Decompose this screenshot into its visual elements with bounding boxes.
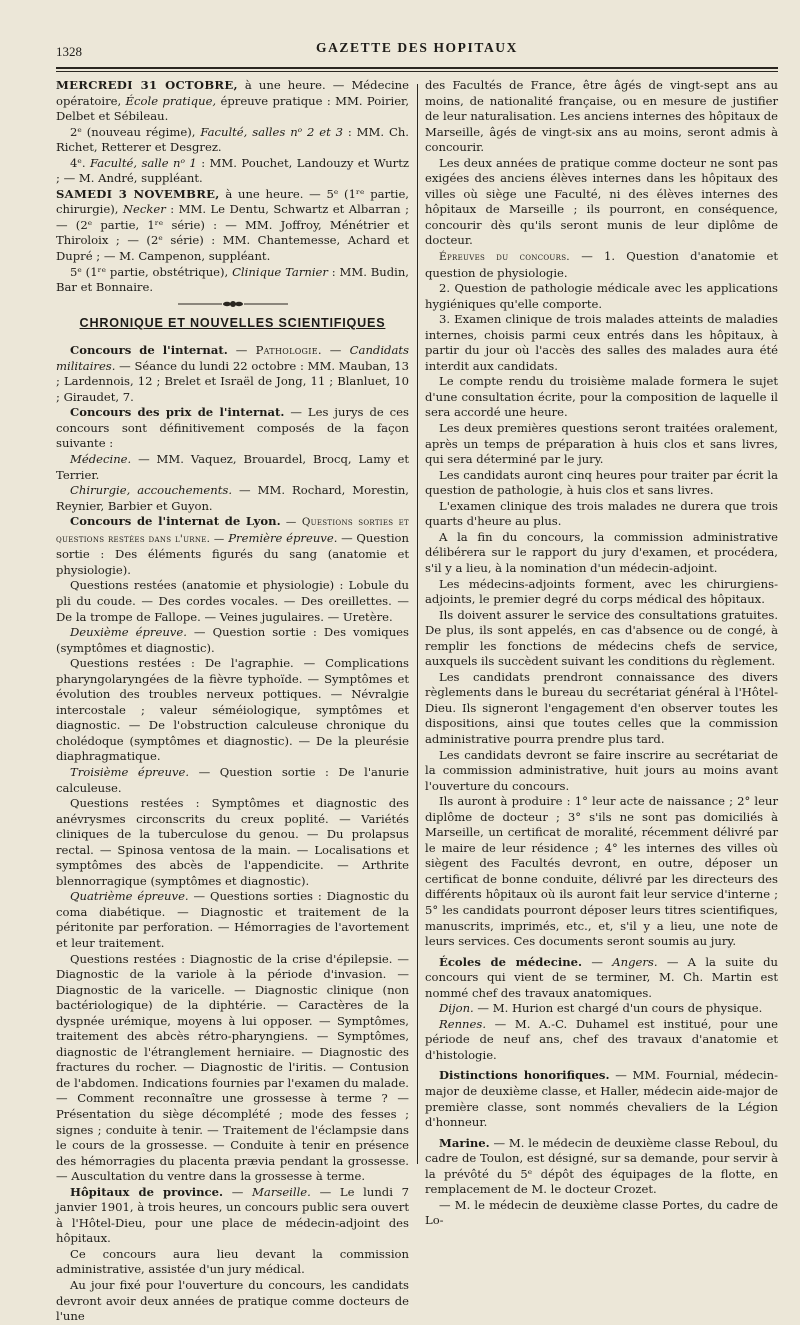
article-paragraph: L'examen clinique des trois malades ne durera que trois quarts d'heure au plus. [425, 498, 778, 529]
article-paragraph: 3. Examen clinique de trois malades atteints de maladies internes, choisis parmi ceux entrés dans les hôpitaux, à partir du jour où l'accès des salles des malades aura été interdit aux candidats. [425, 312, 778, 373]
columns [56, 78, 778, 1325]
article-paragraph: — M. le médecin de deuxième classe Portes, du cadre de Lo- [425, 1197, 778, 1228]
article-paragraph: Quatrième épreuve. — Questions sorties : Diagnostic du coma diabétique. — Diagnostic et traitement de la péritonite par perforation. — Hémorragies de l'avortement et leur traitement. [56, 889, 409, 950]
article-paragraph: Ils doivent assurer le service des consultations gratuites. De plus, ils sont appelés, en cas d'absence ou de congé, à remplir les fonctions de médecins chefs de service, auxquels ils succèdent suivant les conditions du règlement. [425, 607, 778, 669]
article-paragraph: Troisième épreuve. — Question sortie : De l'anurie calculeuse. [56, 764, 409, 795]
exam-schedule-item: 4ᵉ. Faculté, salle nᵒ 1 : MM. Pouchet, Landouzy et Wurtz ; — M. André, suppléant. [56, 155, 409, 186]
article-paragraph: Marine. — M. le médecin de deuxième classe Reboul, du cadre de Toulon, est désigné, sur sa demande, pour servir à la prévôté du 5ᵉ dépôt des équipages de la flotte, en remplacement de M. le docteur Crozet. [425, 1135, 778, 1197]
article-paragraph: Épreuves du concours. — 1. Question d'anatomie et question de physiologie. [425, 249, 778, 280]
article-paragraph: Les candidats prendront connaissance des divers règlements dans le bureau du secrétariat général à l'Hôtel-Dieu. Ils signeront l'engagement d'en observer toutes les dispositions, ainsi que toutes celles que la commission administrative pourra prendre plus tard. [425, 669, 778, 746]
article-paragraph: Ils auront à produire : 1° leur acte de naissance ; 2° leur diplôme de docteur ; 3° s'ils ne sont pas domiciliés à Marseille, un certificat de moralité, récemment délivré par le maire de leur résidence ; 4° les internes des villes où siègent des Facultés devront, en outre, déposer un certificat de bonne conduite, délivré par les directeurs des différents hôpitaux où ils auront fait leur service d'interne ; 5° les candidats pourront déposer leurs titres scientifiques, manuscrits, imprimés, etc., et, s'il y a lieu, une note de leurs services. Ces documents seront soumis au jury. [425, 794, 778, 949]
newspaper-page [0, 34, 800, 1324]
article-paragraph: Concours de l'internat de Lyon. — Questions sorties et questions restées dans l'urne. — Première épreuve. — Question sortie : Des éléments figurés du sang (anatomie et physiologie). [56, 514, 410, 577]
article-paragraph: Concours des prix de l'internat. — Les jurys de ces concours sont définitivement composés de la façon suivante : [56, 405, 409, 451]
article-paragraph: des Facultés de France, être âgés de vingt-sept ans au moins, de nationalité française, ou en mesure de justifier de leur naturalisation. Les anciens internes des hôpitaux de Marseille, âgés de vingt-six ans au moins, seront admis à concourir. [425, 78, 778, 155]
article-paragraph: A la fin du concours, la commission administrative délibérera sur le rapport du jury d'examen, et procédera, s'il y a lieu, à la nomination d'un médecin-adjoint. [425, 529, 778, 575]
article-paragraph: Concours de l'internat. — Pathologie. — Candidats militaires. — Séance du lundi 22 octobre : MM. Mauban, 13 ; Lardennois, 12 ; Brelet et Israël de Jong, 11 ; Blanluet, 10 ; Giraudet, 7. [56, 343, 409, 404]
article-paragraph: Les candidats devront se faire inscrire au secrétariat de la commission administrative, huit jours au moins avant l'ouverture du concours. [425, 747, 778, 793]
article-paragraph: Les candidats auront cinq heures pour traiter par écrit la question de pathologie, à huis clos et sans livres. [425, 467, 778, 498]
right-column [425, 78, 778, 1325]
exam-schedule-saturday: SAMEDI 3 NOVEMBRE, à une heure. — 5ᵉ (1ʳᵉ partie, chirurgie), Necker : MM. Le Dentu, Schwartz et Albarran ; — (2ᵉ partie, 1ʳᵉ série) : — MM. Joffroy, Ménétrier et Thiroloix ; — (2ᵉ série) : MM. Chantemesse, Achard et Dupré ; — M. Campenon, suppléant. [56, 186, 409, 264]
running-title: GAZETTE DES HOPITAUX [315, 40, 519, 55]
article-paragraph: 2. Question de pathologie médicale avec les applications hygiéniques qu'elle comporte. [425, 281, 778, 311]
exam-schedule-item: 2ᵉ (nouveau régime), Faculté, salles nᵒ 2 et 3 : MM. Ch. Richet, Retterer et Desgrez. [56, 124, 409, 155]
article-paragraph: Questions restées : Diagnostic de la crise d'épilepsie. — Diagnostic de la variole à la période d'invasion. — Diagnostic de la varicelle. — Diagnostic clinique (non bactériologique) de la diphtérie. — Caractères de la dyspnée urémique, moyens à lui opposer. — Symptômes, traitement des abcès rétro-pharyngiens. — Symptômes, diagnostic de l'étranglement herniaire. — Diagnostic des fractures du rocher. — Diagnostic de l'iritis. — Contusion de l'abdomen. Indications fournies par l'examen du malade. — Comment reconnaître une grossesse à terme ? — Présentation du siège décomplété ; mode des fesses ; signes ; conduite à tenir. — Traitement de l'éclampsie dans le cours de la grossesse. — Conduite à tenir en présence des hémorragies du placenta prævia pendant la grossesse. — Auscultation du ventre dans la grossesse à terme. [56, 951, 409, 1184]
article-paragraph: Les deux années de pratique comme docteur ne sont pas exigées des anciens élèves internes dans les hôpitaux des villes où siège une Faculté, ni des élèves internes des hôpitaux de Marseille ; ils pourront, en conséquence, concourir dès qu'ils seront munis de leur diplôme de docteur. [425, 155, 778, 248]
article-paragraph: Chirurgie, accouchements. — MM. Rochard, Morestin, Reynier, Barbier et Guyon. [56, 483, 409, 513]
article-paragraph: Hôpitaux de province. — Marseille. — Le lundi 7 janvier 1901, à trois heures, un concours public sera ouvert à l'Hôtel-Dieu, pour une place de médecin-adjoint des hôpitaux. [56, 1184, 410, 1246]
article-paragraph: Médecine. — MM. Vaquez, Brouardel, Brocq, Lamy et Terrier. [56, 452, 409, 482]
left-column [56, 78, 409, 1325]
exam-schedule-wednesday: MERCREDI 31 OCTOBRE, à une heure. — Médecine opératoire, École pratique, épreuve pratique : MM. Poirier, Delbet et Sébileau. [56, 78, 410, 124]
exam-schedule-item: 5ᵉ (1ʳᵉ partie, obstétrique), Clinique Tarnier : MM. Budin, Bar et Bonnaire. [56, 264, 409, 295]
article-paragraph: Rennes. — M. A.-C. Duhamel est institué, pour une période de neuf ans, chef des travaux d'anatomie et d'histologie. [425, 1016, 778, 1062]
article-paragraph: Ce concours aura lieu devant la commission administrative, assistée d'un jury médical. [56, 1246, 409, 1277]
article-paragraph: Questions restées (anatomie et physiologie) : Lobule du pli du coude. — Des cordes vocales. — Des oreillettes. — De la trompe de Fallope. — Veines jugulaires. — Uretère. [56, 578, 409, 624]
article-paragraph: Distinctions honorifiques. — MM. Fournial, médecin-major de deuxième classe, et Haller, médecin aide-major de première classe, sont nommés chevaliers de la Légion d'honneur. [425, 1068, 778, 1130]
section-heading: CHRONIQUE ET NOUVELLES SCIENTIFIQUES [79, 315, 386, 330]
article-paragraph: Questions restées : De l'agraphie. — Complications pharyngolaryngées de la fièvre typhoïde. — Symptômes et évolution des troubles nerveux pottiques. — Névralgie intercostale ; valeur séméiologique, symptômes et diagnostic. — De l'obstruction calculeuse chronique du cholédoque (symptômes et diagnostic). — De la pleurésie diaphragmatique. [56, 656, 409, 764]
header-rule-thin [56, 71, 778, 72]
article-paragraph: Deuxième épreuve. — Question sortie : Des vomiques (symptômes et diagnostic). [56, 625, 409, 655]
article-paragraph: Le compte rendu du troisième malade formera le sujet d'une consultation écrite, pour la composition de laquelle il sera accordé une heure. [425, 374, 778, 420]
page-number: 1328 [56, 44, 82, 59]
date-lead: MERCREDI 31 OCTOBRE, [56, 78, 238, 92]
article-paragraph: Au jour fixé pour l'ouverture du concours, les candidats devront avoir deux années de pratique comme docteurs de l'une [56, 1278, 409, 1324]
article-paragraph: Dijon. — M. Hurion est chargé d'un cours de physique. [439, 1001, 763, 1016]
page-header [56, 34, 778, 64]
column-divider [417, 84, 418, 1164]
article-paragraph: Écoles de médecine. — Angers. — A la suite du concours qui vient de se terminer, M. Ch. Martin est nommé chef des travaux anatomiques. [425, 954, 779, 1000]
section-ornament [178, 300, 288, 308]
article-paragraph: Questions restées : Symptômes et diagnostic des anévrysmes circonscrits du creux poplité. — Variétés cliniques de la tuberculose du genou. — Du prolapsus rectal. — Spinosa ventosa de la main. — Localisations et symptômes des abcès de l'appendicite. — Arthrite blennorragique (symptômes et diagnostic). [56, 796, 409, 888]
date-lead: SAMEDI 3 NOVEMBRE, [56, 186, 220, 201]
article-paragraph: Les médecins-adjoints forment, avec les chirurgiens-adjoints, le premier degré du corps médical des hôpitaux. [425, 576, 778, 607]
header-rule [56, 67, 778, 69]
article-paragraph: Les deux premières questions seront traitées oralement, après un temps de préparation à huis clos et sans livres, qui sera déterminé par le jury. [425, 421, 778, 467]
